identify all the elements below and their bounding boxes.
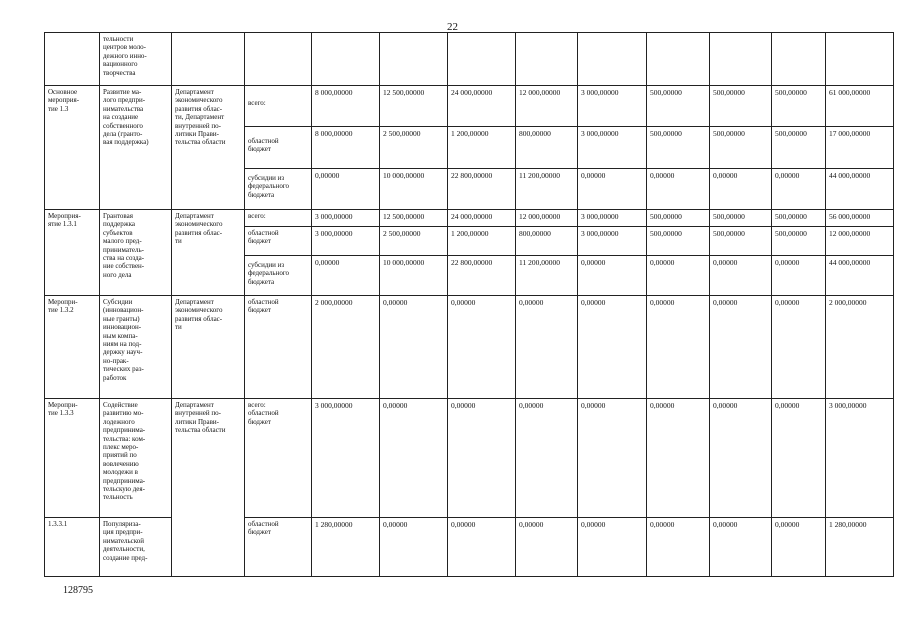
value-cell: 0,00000 bbox=[647, 296, 710, 399]
value-cell: 0,00000 bbox=[772, 256, 826, 296]
value-cell: 2 500,00000 bbox=[380, 127, 448, 169]
value-cell: 56 000,00000 bbox=[826, 210, 894, 227]
code-cell: Меропри- тие 1.3.2 bbox=[45, 296, 100, 399]
source-cell: областной бюджет bbox=[245, 296, 312, 399]
value-cell: 2 500,00000 bbox=[380, 227, 448, 256]
table-row bbox=[45, 399, 894, 518]
source-cell bbox=[245, 33, 312, 86]
value-cell: 3 000,00000 bbox=[578, 210, 647, 227]
value-cell: 800,00000 bbox=[516, 127, 578, 169]
value-cell bbox=[647, 33, 710, 86]
value-cell: 500,00000 bbox=[710, 86, 772, 127]
value-cell: 0,00000 bbox=[772, 169, 826, 210]
value-cell: 0,00000 bbox=[578, 399, 647, 518]
name-cell: Содействие развитию мо- лодежного предпринима- тельства: ком- плекс меро- приятий по вовлечению молодежи в предпринима- тельскую дея- тельность bbox=[100, 399, 172, 518]
value-cell: 3 000,00000 bbox=[312, 210, 380, 227]
code-cell: Меропри- тие 1.3.3 bbox=[45, 399, 100, 518]
value-cell bbox=[380, 33, 448, 86]
value-cell: 0,00000 bbox=[578, 518, 647, 577]
table-row bbox=[45, 86, 894, 127]
code-cell: Мероприя- ятие 1.3.1 bbox=[45, 210, 100, 296]
value-cell: 800,00000 bbox=[516, 227, 578, 256]
value-cell: 0,00000 bbox=[380, 399, 448, 518]
value-cell: 2 000,00000 bbox=[826, 296, 894, 399]
value-cell: 0,00000 bbox=[448, 399, 516, 518]
source-cell: всего: областной бюджет bbox=[245, 399, 312, 518]
source-cell: областной бюджет bbox=[245, 127, 312, 169]
value-cell: 2 000,00000 bbox=[312, 296, 380, 399]
value-cell: 0,00000 bbox=[516, 399, 578, 518]
value-cell: 500,00000 bbox=[647, 127, 710, 169]
value-cell: 17 000,00000 bbox=[826, 127, 894, 169]
value-cell: 0,00000 bbox=[710, 296, 772, 399]
value-cell: 500,00000 bbox=[710, 227, 772, 256]
value-cell: 12 500,00000 bbox=[380, 210, 448, 227]
code-cell: 1.3.3.1 bbox=[45, 518, 100, 577]
value-cell: 3 000,00000 bbox=[312, 399, 380, 518]
value-cell: 11 200,00000 bbox=[516, 256, 578, 296]
value-cell: 0,00000 bbox=[578, 256, 647, 296]
value-cell: 500,00000 bbox=[647, 86, 710, 127]
value-cell: 44 000,00000 bbox=[826, 256, 894, 296]
source-cell: всего: bbox=[245, 210, 312, 227]
value-cell: 0,00000 bbox=[312, 169, 380, 210]
table-row bbox=[45, 210, 894, 227]
value-cell: 3 000,00000 bbox=[826, 399, 894, 518]
value-cell: 8 000,00000 bbox=[312, 127, 380, 169]
name-cell: Субсидии (инновацион- ные гранты) инновацион- ным компа- ниям на под- держку науч- но-прак- тических раз- работок bbox=[100, 296, 172, 399]
value-cell: 0,00000 bbox=[448, 296, 516, 399]
code-cell: Основное мероприя- тие 1.3 bbox=[45, 86, 100, 210]
value-cell: 1 280,00000 bbox=[312, 518, 380, 577]
value-cell: 10 000,00000 bbox=[380, 169, 448, 210]
value-cell: 0,00000 bbox=[380, 296, 448, 399]
page-number: 22 bbox=[447, 21, 458, 33]
value-cell: 0,00000 bbox=[448, 518, 516, 577]
value-cell: 12 500,00000 bbox=[380, 86, 448, 127]
value-cell bbox=[448, 33, 516, 86]
value-cell: 22 800,00000 bbox=[448, 169, 516, 210]
value-cell: 1 280,00000 bbox=[826, 518, 894, 577]
value-cell: 0,00000 bbox=[710, 169, 772, 210]
budget-table bbox=[44, 32, 894, 577]
source-cell: субсидии из федерального бюджета bbox=[245, 169, 312, 210]
value-cell: 22 800,00000 bbox=[448, 256, 516, 296]
value-cell: 500,00000 bbox=[772, 127, 826, 169]
executor-cell: Департамент экономического развития облас- ти bbox=[172, 210, 245, 296]
value-cell: 500,00000 bbox=[647, 210, 710, 227]
name-cell: Грантовая поддержка субъектов малого пред- приниматель- ства на созда- ние собствен- ного дела bbox=[100, 210, 172, 296]
value-cell: 0,00000 bbox=[647, 256, 710, 296]
value-cell: 500,00000 bbox=[710, 127, 772, 169]
value-cell bbox=[516, 33, 578, 86]
source-cell: областной бюджет bbox=[245, 518, 312, 577]
value-cell: 0,00000 bbox=[578, 296, 647, 399]
value-cell: 1 200,00000 bbox=[448, 227, 516, 256]
name-cell: Популяриза- ция предпри- нимательской деятельности, создание пред- bbox=[100, 518, 172, 577]
value-cell: 500,00000 bbox=[772, 227, 826, 256]
value-cell: 24 000,00000 bbox=[448, 86, 516, 127]
value-cell: 24 000,00000 bbox=[448, 210, 516, 227]
name-cell: тельности центров моло- дежного инно- вационного творчества bbox=[100, 33, 172, 86]
value-cell: 1 200,00000 bbox=[448, 127, 516, 169]
value-cell: 3 000,00000 bbox=[578, 227, 647, 256]
value-cell: 3 000,00000 bbox=[312, 227, 380, 256]
value-cell: 12 000,00000 bbox=[516, 86, 578, 127]
source-cell: областной бюджет bbox=[245, 227, 312, 256]
value-cell bbox=[312, 33, 380, 86]
value-cell: 0,00000 bbox=[772, 518, 826, 577]
value-cell: 61 000,00000 bbox=[826, 86, 894, 127]
value-cell: 500,00000 bbox=[647, 227, 710, 256]
value-cell: 0,00000 bbox=[647, 518, 710, 577]
executor-cell bbox=[172, 33, 245, 86]
value-cell bbox=[710, 33, 772, 86]
value-cell: 0,00000 bbox=[516, 296, 578, 399]
value-cell bbox=[578, 33, 647, 86]
value-cell: 12 000,00000 bbox=[826, 227, 894, 256]
table-row bbox=[45, 33, 894, 86]
value-cell: 500,00000 bbox=[772, 86, 826, 127]
value-cell: 0,00000 bbox=[312, 256, 380, 296]
value-cell: 0,00000 bbox=[380, 518, 448, 577]
code-cell bbox=[45, 33, 100, 86]
value-cell: 0,00000 bbox=[710, 399, 772, 518]
value-cell: 44 000,00000 bbox=[826, 169, 894, 210]
value-cell: 10 000,00000 bbox=[380, 256, 448, 296]
value-cell: 0,00000 bbox=[516, 518, 578, 577]
value-cell: 0,00000 bbox=[772, 399, 826, 518]
value-cell: 500,00000 bbox=[772, 210, 826, 227]
value-cell: 0,00000 bbox=[772, 296, 826, 399]
value-cell: 3 000,00000 bbox=[578, 86, 647, 127]
value-cell bbox=[826, 33, 894, 86]
value-cell: 8 000,00000 bbox=[312, 86, 380, 127]
table-row bbox=[45, 296, 894, 399]
value-cell: 0,00000 bbox=[710, 518, 772, 577]
value-cell: 0,00000 bbox=[647, 399, 710, 518]
value-cell: 3 000,00000 bbox=[578, 127, 647, 169]
value-cell bbox=[772, 33, 826, 86]
value-cell: 500,00000 bbox=[710, 210, 772, 227]
value-cell: 0,00000 bbox=[578, 169, 647, 210]
source-cell: субсидии из федерального бюджета bbox=[245, 256, 312, 296]
value-cell: 12 000,00000 bbox=[516, 210, 578, 227]
document-code: 128795 bbox=[63, 585, 93, 596]
executor-cell: Департамент экономического развития облас- ти, Департамент внутренней по- литики Прави- тельства области bbox=[172, 86, 245, 210]
name-cell: Развитие ма- лого предпри- нимательства на создание собственного дела (гранто- вая поддержка) bbox=[100, 86, 172, 210]
value-cell: 0,00000 bbox=[710, 256, 772, 296]
value-cell: 0,00000 bbox=[647, 169, 710, 210]
executor-cell: Департамент внутренней по- литики Прави- тельства области bbox=[172, 399, 245, 577]
source-cell: всего: bbox=[245, 86, 312, 127]
value-cell: 11 200,00000 bbox=[516, 169, 578, 210]
executor-cell: Департамент экономического развития облас- ти bbox=[172, 296, 245, 399]
